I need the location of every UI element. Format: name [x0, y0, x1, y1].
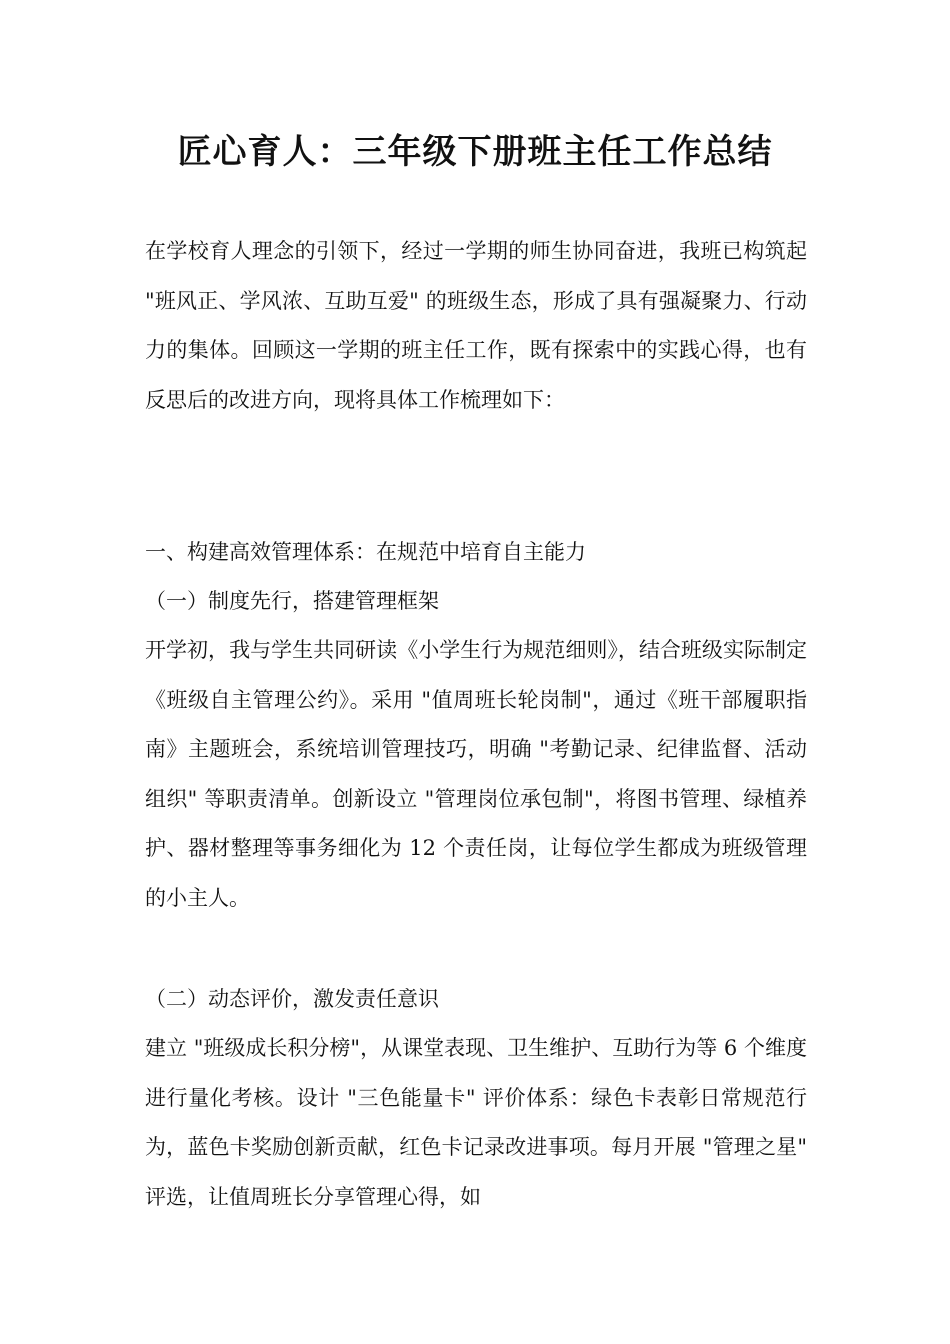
intro-paragraph: 在学校育人理念的引领下，经过一学期的师生协同奋进，我班已构筑起 "班风正、学风浓、互助互爱" 的班级生态，形成了具有强凝聚力、行动力的集体。回顾这一学期的班主任工作，既有探索中的实践心得，也有反思后的改进方向，现将具体工作梳理如下： [145, 239, 807, 412]
section-1-heading: 一、构建高效管理体系：在规范中培育自主能力 [145, 540, 586, 564]
subsection-2-paragraph: 建立 "班级成长积分榜"，从课堂表现、卫生维护、互助行为等 6 个维度进行量化考核。设计 "三色能量卡" 评价体系：绿色卡表彰日常规范行为，蓝色卡奖励创新贡献，红色卡记录改进事项。每月开展 "管理之星" 评选，让值周班长分享管理心得，如 [145, 1036, 807, 1209]
document-title: 匠心育人：三年级下册班主任工作总结 [177, 132, 773, 172]
subsection-1-paragraph: 开学初，我与学生共同研读《小学生行为规范细则》，结合班级实际制定《班级自主管理公约》。采用 "值周班长轮岗制"，通过《班干部履职指南》主题班会，系统培训管理技巧，明确 "考勤记录、纪律监督、活动组织" 等职责清单。创新设立 "管理岗位承包制"，将图书管理、绿植养护、器材整理等事务细化为 12 个责任岗，让每位学生都成为班级管理的小主人。 [145, 638, 807, 910]
subsection-2-heading: （二）动态评价，激发责任意识 [145, 987, 439, 1011]
subsection-1-heading: （一）制度先行，搭建管理框架 [145, 589, 439, 613]
